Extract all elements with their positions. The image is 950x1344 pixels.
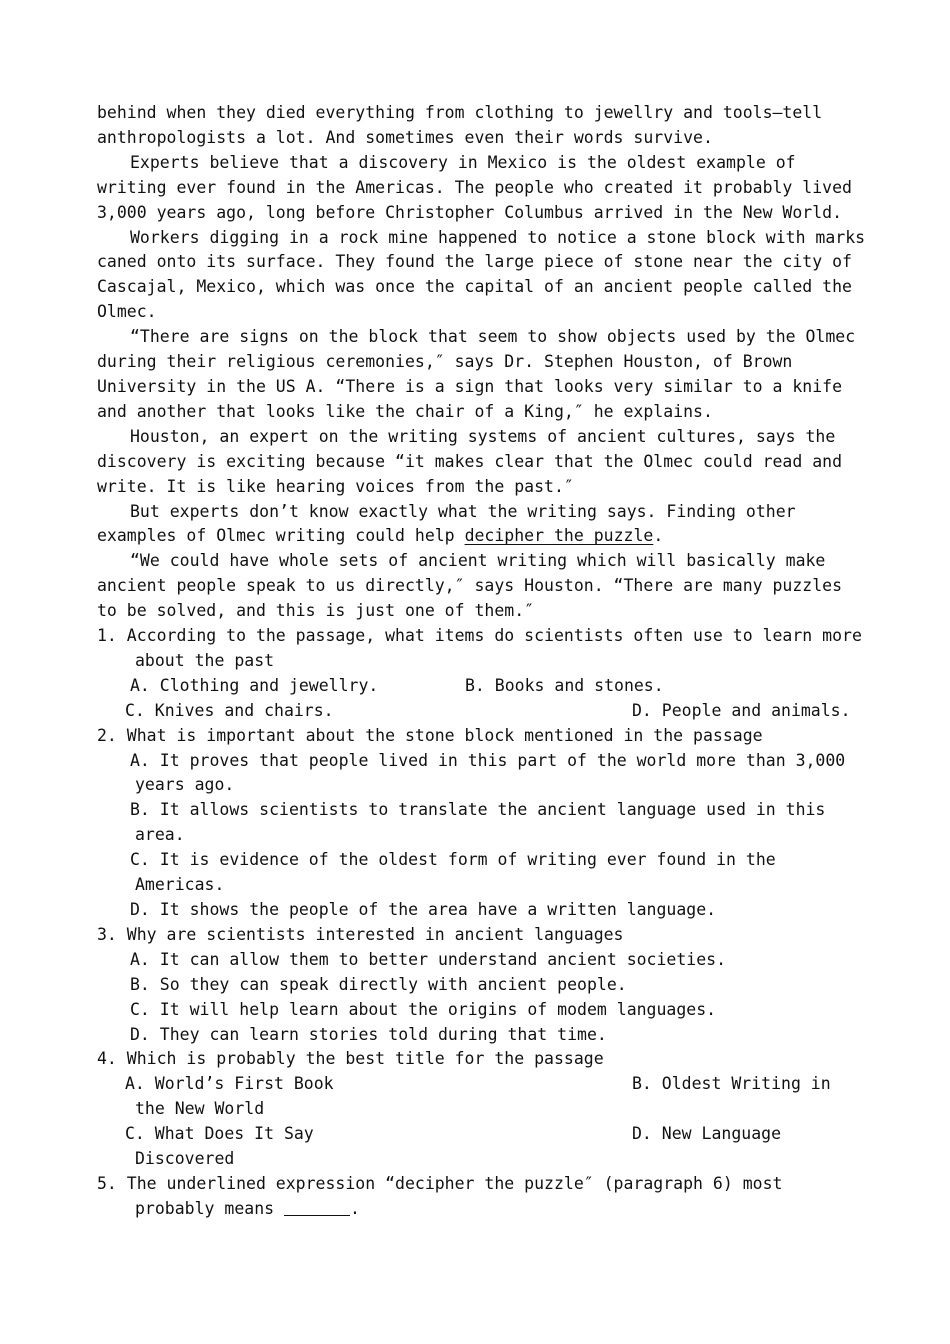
underlined-expression: decipher the puzzle [464, 526, 654, 546]
option-row [97, 699, 867, 724]
answer-option: C. Knives and chairs. [125, 700, 334, 720]
question-stem: 3. Why are scientists interested in ancient languages [97, 924, 624, 944]
answer-option: A. It can allow them to better understand ancient societies. [130, 949, 727, 969]
question-stem [97, 1172, 867, 1222]
answer-option: A. It proves that people lived in this part of the world more than 3,000 years ago. [130, 750, 846, 795]
answer-option: B. So they can speak directly with ancient people. [130, 974, 627, 994]
answer-option: D. They can learn stories told during that time. [130, 1024, 607, 1044]
answer-option: B. Oldest Writing in the New World [135, 1074, 831, 1119]
answer-option: A. Clothing and jewellry. [130, 675, 379, 695]
answer-option: C. It is evidence of the oldest form of writing ever found in the Americas. [130, 850, 776, 895]
passage-paragraph: Workers digging in a rock mine happened to notice a stone block with marks caned onto its surface. They found the large piece of stone near the city of Cascajal, Mexico, which was once the capital of an ancient people called the Olmec. [97, 227, 866, 322]
answer-option: A. World’s First Book [125, 1074, 334, 1094]
question-stem: 4. Which is probably the best title for the passage [97, 1049, 604, 1069]
answer-option: C. What Does It Say [125, 1124, 314, 1144]
question-text: 5. The underlined expression “decipher the puzzle″ (paragraph 6) most probably means [97, 1173, 783, 1218]
passage-paragraph: Houston, an expert on the writing systems of ancient cultures, says the discovery is exciting because “it makes clear that the Olmec could read and write. It is like hearing voices from the past.″ [97, 426, 843, 496]
answer-option: D. New Language Discovered [135, 1124, 782, 1169]
passage-paragraph: Experts believe that a discovery in Mexico is the oldest example of writing ever found in the Americas. The people who created it probably lived 3,000 years ago, long before Christopher Columbus arrived in the New World. [97, 152, 852, 222]
question-end: . [350, 1198, 360, 1218]
answer-option: C. It will help learn about the origins of modem languages. [130, 999, 717, 1019]
passage-text: . [653, 526, 664, 546]
answer-option: B. It allows scientists to translate the ancient language used in this area. [130, 800, 826, 845]
passage-paragraph: “We could have whole sets of ancient writing which will basically make ancient people speak to us directly,″ says Houston. “There are many puzzles to be solved, and this is just one of them.″ [97, 551, 843, 621]
passage-paragraph [97, 500, 867, 550]
question-stem: 2. What is important about the stone block mentioned in the passage [97, 725, 763, 745]
answer-option: D. It shows the people of the area have a written language. [130, 900, 717, 919]
answer-blank [284, 1199, 350, 1216]
question-stem: 1. According to the passage, what items do scientists often use to learn more about the past [97, 626, 862, 670]
answer-option: B. Books and stones. [465, 675, 664, 695]
passage-text: But experts don’t know exactly what the writing says. Finding other examples of Olmec writing could help [97, 501, 796, 546]
option-row [97, 1122, 867, 1172]
option-row [97, 1072, 867, 1122]
passage-paragraph: behind when they died everything from clothing to jewellry and tools—tell anthropologists a lot. And sometimes even their words survive. [97, 103, 823, 147]
answer-option: D. People and animals. [632, 700, 851, 720]
document-content [97, 101, 867, 1222]
option-row [97, 674, 867, 699]
passage-paragraph: “There are signs on the block that seem to show objects used by the Olmec during their religious ceremonies,″ says Dr. Stephen Houston, of Brown University in the US A. “There is a sign that looks very similar to a knife and another that looks like the chair of a King,″ he explains. [97, 327, 856, 421]
